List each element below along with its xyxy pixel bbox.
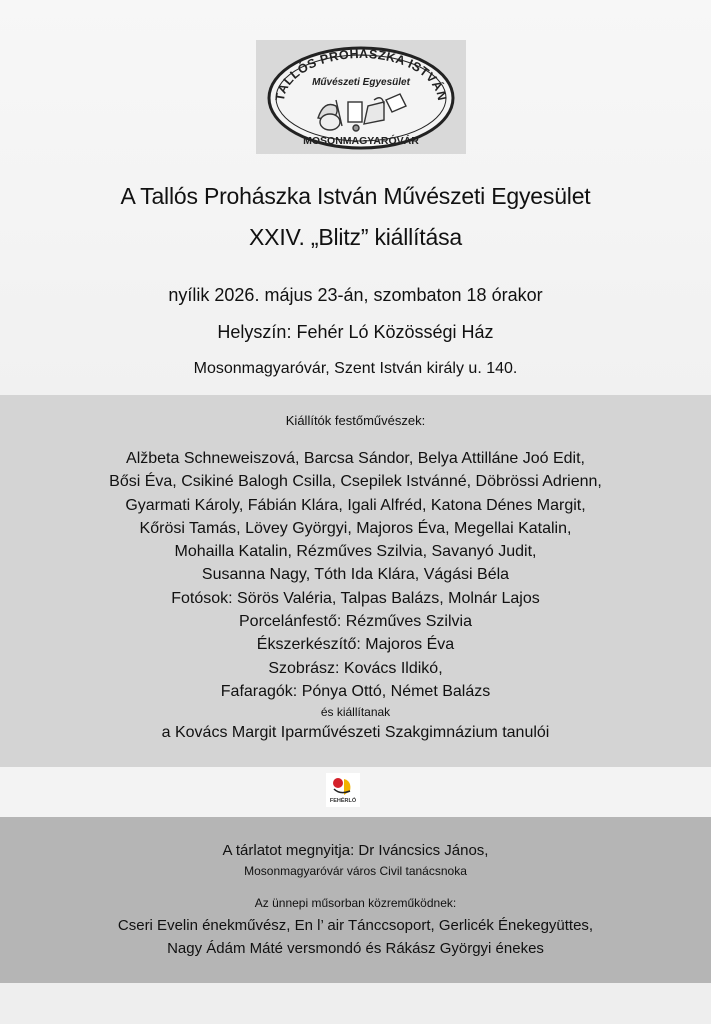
logo-arc-text: TALLÓS PROHÁSZKA ISTVÁN [272,46,450,103]
exhibitors-line: Alžbeta Schneweiszová, Barcsa Sándor, Belya Attilláne Joó Edit, [126,450,585,467]
woodcarvers-line: Fafaragók: Pónya Ottó, Német Balázs [220,682,491,700]
opening-date: nyílik 2026. május 23-án, szombaton 18 órakor [168,285,543,305]
exhibitors-line: Gyarmati Károly, Fábián Klára, Igali Alfréd, Katona Dénes Margit, [125,496,586,514]
address: Mosonmagyaróvár, Szent István király u. 140. [193,360,518,377]
footer-band [0,983,711,1024]
exhibitors-list [0,447,711,745]
venue: Helyszín: Fehér Ló Közösségi Ház [217,322,494,342]
students-line: a Kovács Margit Iparművészeti Szakgimnázium tanulói [161,724,550,742]
performers-heading: Az ünnepi műsorban közreműködnek: [254,896,457,910]
exhibitors-line: Susanna Nagy, Tóth Ida Klára, Vágási Béla [201,566,510,584]
exhibitors-line: Kőrösi Tamás, Lövey Györgyi, Majoros Éva, Megellai Katalin, [139,519,572,537]
opener-title: Mosonmagyaróvár város Civil tanácsnoka [244,864,467,878]
exhibitors-line: Bősi Éva, Csikiné Balogh Csilla, Csepilek Istvánné, Döbrössi Adrienn, [109,473,602,491]
porcelain-painter-line: Porcelánfestő: Rézműves Szilvia [239,613,472,631]
feherlo-logo-text: FEHÉRLÓ [329,798,357,804]
exhibition-title-line1: A Tallós Prohászka István Művészeti Egyesület [120,183,591,209]
association-logo [256,40,466,154]
sculptor-line: Szobrász: Kovács Ildikó, [268,659,443,677]
performers-line2: Nagy Ádám Máté versmondó és Rákász Györgyi énekes [167,940,544,957]
logo-inner-text: Művészeti Egyesület [312,77,410,88]
photographers-line: Fotósok: Sörös Valéria, Talpas Balázs, Molnár Lajos [171,589,540,607]
exhibitors-heading: Kiállítók festőművészek: [285,413,426,428]
exhibition-title-line2: XXIV. „Blitz” kiállítása [249,224,462,250]
and-exhibiting-line: és kiállítanak [320,705,391,720]
opener: A tárlatot megnyitja: Dr Iváncsics János, [222,842,489,859]
feherlo-logo [326,773,360,807]
logo-bottom-text: MOSONMAGYARÓVÁR [303,135,419,147]
performers-line1: Cseri Evelin énekművész, En l’ air Tánccsoport, Gerlicék Énekegyüttes, [117,917,594,934]
exhibitors-line: Mohailla Katalin, Rézműves Szilvia, Savanyó Judit, [174,543,537,561]
jeweler-line: Ékszerkészítő: Majoros Éva [256,636,455,654]
